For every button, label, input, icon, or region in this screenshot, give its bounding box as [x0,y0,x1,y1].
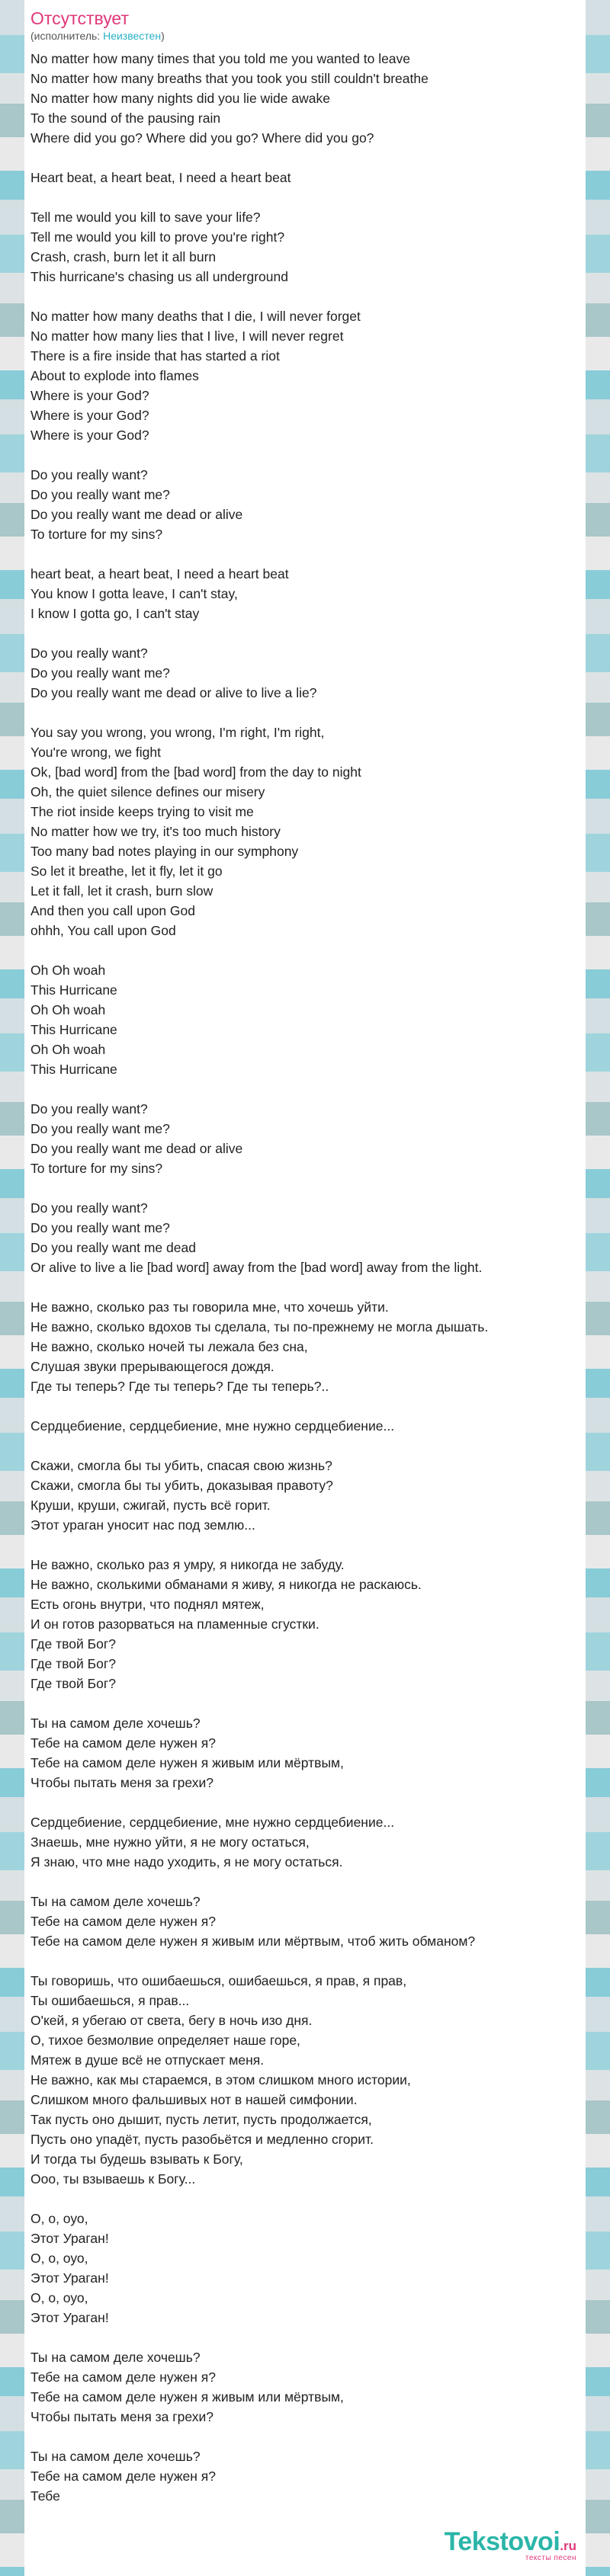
lyric-line: Чтобы пытать меня за грехи? [30,1775,214,1790]
lyric-line: Where did you go? Where did you go? Where did you go? [30,130,374,146]
lyric-line: ohhh, You call upon God [30,923,176,938]
lyric-blank-line [30,2427,580,2446]
lyric-line: Do you really want? [30,1200,148,1216]
lyric-line: Do you really want? [30,646,148,661]
lyric-line: Let it fall, let it crash, burn slow [30,883,214,899]
song-title: Отсутствует [30,8,129,28]
lyric-blank-line [30,1951,580,1971]
lyric-line: No matter how many times that you told me you wanted to leave [30,51,411,66]
lyric-blank-line [30,187,580,207]
lyric-line: Тебе на самом деле нужен я живым или мёртвым, чтоб жить обманом? [30,1934,476,1949]
lyric-line: Этот Ураган! [30,2231,109,2246]
lyric-blank-line [30,1178,580,1198]
lyric-line: You're wrong, we fight [30,745,161,760]
lyric-line: И он готов разорваться на пламенные сгустки. [30,1616,319,1632]
lyric-line: Too many bad notes playing in our symphony [30,844,299,859]
lyric-line: Так пусть оно дышит, пусть летит, пусть продолжается, [30,2112,372,2127]
lyric-blank-line [30,1396,580,1416]
lyric-line: Ты на самом деле хочешь? [30,2350,201,2365]
lyric-line: О'кей, я убегаю от света, бегу в ночь изо дня. [30,2013,313,2028]
lyric-blank-line [30,1693,580,1713]
lyric-line: To the sound of the pausing rain [30,111,221,126]
lyric-blank-line [30,445,580,465]
lyric-line: Не важно, как мы стараемся, в этом слишком много истории, [30,2072,411,2087]
lyric-blank-line [30,703,580,722]
lyrics-text [30,49,580,2506]
lyric-line: Ты на самом деле хочешь? [30,2449,201,2464]
lyric-line: Этот Ураган! [30,2310,109,2325]
lyric-line: Do you really want me? [30,487,170,502]
lyric-line: You know I gotta leave, I can't stay, [30,586,238,601]
lyric-line: Do you really want me dead or alive [30,1141,243,1156]
lyric-line: Сердцебиение, сердцебиение, мне нужно сердцебиение... [30,1418,395,1434]
lyric-line: Ты ошибаешься, я прав... [30,1993,190,2008]
lyric-blank-line [30,1535,580,1555]
lyric-line: Or alive to live a lie [bad word] away from the [bad word] away from the light. [30,1260,483,1275]
lyric-line: This hurricane's chasing us all underground [30,269,288,284]
lyric-line: И тогда ты будешь взывать к Богу, [30,2151,243,2167]
lyric-line: Слушая звуки прерывающегося дождя. [30,1359,274,1374]
lyric-line: Oh Oh woah [30,1042,106,1057]
lyric-line: And then you call upon God [30,903,195,918]
lyric-line: There is a fire inside that has started a riot [30,348,280,364]
lyric-line: This Hurricane [30,1062,117,1077]
lyric-line: Do you really want? [30,467,148,482]
lyric-blank-line [30,1079,580,1099]
lyric-line: No matter how many lies that I live, I will never regret [30,328,344,344]
lyric-blank-line [30,287,580,306]
lyric-line: Тебе на самом деле нужен я? [30,2369,217,2385]
lyric-line: To torture for my sins? [30,1161,163,1176]
lyric-blank-line [30,2189,580,2209]
lyric-line: Слишком много фальшивых нот в нашей симфонии. [30,2092,358,2107]
lyric-line: Тебе на самом деле нужен я живым или мёртвым, [30,2389,344,2405]
lyric-line: Скажи, смогла бы ты убить, спасая свою жизнь? [30,1458,332,1473]
artist-prefix: (исполнитель: [30,30,104,42]
lyric-line: Круши, круши, сжигай, пусть всё горит. [30,1498,271,1513]
lyric-line: So let it breathe, let it fly, let it go [30,863,223,879]
lyric-blank-line [30,148,580,168]
lyric-line: You say you wrong, you wrong, I'm right, I'm right, [30,725,325,740]
lyric-line: Тебе на самом деле нужен я? [30,1914,217,1929]
lyric-line: Ты на самом деле хочешь? [30,1716,201,1731]
lyric-line: Мятеж в душе всё не отпускает меня. [30,2052,265,2068]
lyric-blank-line [30,2328,580,2347]
lyric-line: No matter how many breaths that you took you still couldn't breathe [30,71,429,86]
lyric-line: No matter how we try, it's too much history [30,824,281,839]
lyric-blank-line [30,940,580,960]
lyric-line: Где твой Бог? [30,1656,116,1671]
lyric-blank-line [30,623,580,643]
lyric-line: О, тихое безмолвие определяет наше горе, [30,2033,300,2048]
lyric-line: Этот Ураган! [30,2270,109,2286]
lyric-line: Tell me would you kill to save your life? [30,210,261,225]
lyric-line: Ok, [bad word] from the [bad word] from the day to night [30,764,361,780]
lyric-line: No matter how many deaths that I die, I will never forget [30,309,361,324]
artist-line [30,29,580,43]
lyric-line: Знаешь, мне нужно уйти, я не могу остаться, [30,1834,310,1850]
lyric-line: Не важно, сколько раз я умру, я никогда не забуду. [30,1557,345,1572]
lyric-line: О, о, оуо, [30,2290,88,2305]
logo-tld: .ru [560,2539,576,2553]
lyric-line: Heart beat, a heart beat, I need a heart beat [30,170,291,185]
lyric-line: Где ты теперь? Где ты теперь? Где ты теперь?.. [30,1379,329,1394]
lyric-line: Не важно, сколько раз ты говорила мне, что хочешь уйти. [30,1299,389,1315]
lyric-blank-line [30,1436,580,1456]
lyric-blank-line [30,1793,580,1812]
lyric-line: О, о, оуо, [30,2251,88,2266]
lyric-line: Ты говоришь, что ошибаешься, ошибаешься, я прав, я прав, [30,1973,407,1988]
lyric-line: This Hurricane [30,1022,117,1037]
lyrics-card [24,0,586,2576]
lyric-line: Пусть оно упадёт, пусть разобьётся и медленно сгорит. [30,2132,374,2147]
lyric-line: Do you really want me? [30,1220,170,1235]
lyric-line: Oh, the quiet silence defines our misery [30,784,265,799]
lyric-line: Я знаю, что мне надо уходить, я не могу остаться. [30,1854,343,1870]
lyric-line: Do you really want me? [30,665,170,681]
lyric-blank-line [30,1277,580,1297]
lyric-line: Где твой Бог? [30,1676,116,1691]
lyric-line: Тебе [30,2488,60,2504]
lyric-line: Тебе на самом деле нужен я живым или мёртвым, [30,1755,344,1770]
lyric-line: Тебе на самом деле нужен я? [30,1735,217,1751]
artist-link[interactable]: Неизвестен [103,30,162,42]
lyric-line: Where is your God? [30,408,149,423]
lyric-line: Oh Oh woah [30,963,106,978]
lyric-blank-line [30,1872,580,1892]
logo-name: Tekstovoi [444,2527,560,2556]
lyric-line: About to explode into flames [30,368,199,383]
lyric-line: Do you really want? [30,1101,148,1117]
lyric-line: Crash, crash, burn let it all burn [30,249,217,264]
lyric-line: Не важно, сколько ночей ты лежала без сна, [30,1339,308,1354]
lyric-line: Где твой Бог? [30,1636,116,1652]
lyric-line: The riot inside keeps trying to visit me [30,804,254,819]
lyric-line: No matter how many nights did you lie wide awake [30,91,330,106]
lyric-line: Where is your God? [30,388,149,403]
lyric-line: Tell me would you kill to prove you're right? [30,229,285,245]
lyric-line: To torture for my sins? [30,527,163,542]
lyric-line: Where is your God? [30,428,149,443]
lyric-line: О, о, оуо, [30,2211,88,2226]
lyric-line: Чтобы пытать меня за грехи? [30,2409,214,2424]
lyric-blank-line [30,544,580,564]
lyric-line: Этот ураган уносит нас под землю... [30,1517,255,1533]
lyric-line: This Hurricane [30,982,117,998]
lyric-line: Do you really want me dead [30,1240,196,1255]
lyric-line: Не важно, сколько вдохов ты сделала, ты по-прежнему не могла дышать. [30,1319,489,1334]
lyric-line: Do you really want me dead or alive [30,507,243,522]
site-logo[interactable] [445,2527,576,2562]
lyric-line: Do you really want me? [30,1121,170,1136]
lyric-line: Ты на самом деле хочешь? [30,1894,201,1909]
lyric-line: Тебе на самом деле нужен я? [30,2469,217,2484]
lyric-line: heart beat, a heart beat, I need a heart beat [30,566,289,582]
lyric-line: Скажи, смогла бы ты убить, доказывая правоту? [30,1478,333,1493]
lyric-line: Не важно, сколькими обманами я живу, я никогда не раскаюсь. [30,1577,422,1592]
logo-tagline: тексты песен [525,2554,576,2562]
lyric-line: Есть огонь внутри, что поднял мятеж, [30,1597,265,1612]
lyric-line: I know I gotta go, I can't stay [30,606,200,621]
lyric-line: Сердцебиение, сердцебиение, мне нужно сердцебиение... [30,1815,395,1830]
lyric-line: Oh Oh woah [30,1002,106,1017]
lyric-line: Ооо, ты взываешь к Богу... [30,2171,196,2187]
lyric-line: Do you really want me dead or alive to live a lie? [30,685,317,700]
artist-suffix: ) [161,30,165,42]
